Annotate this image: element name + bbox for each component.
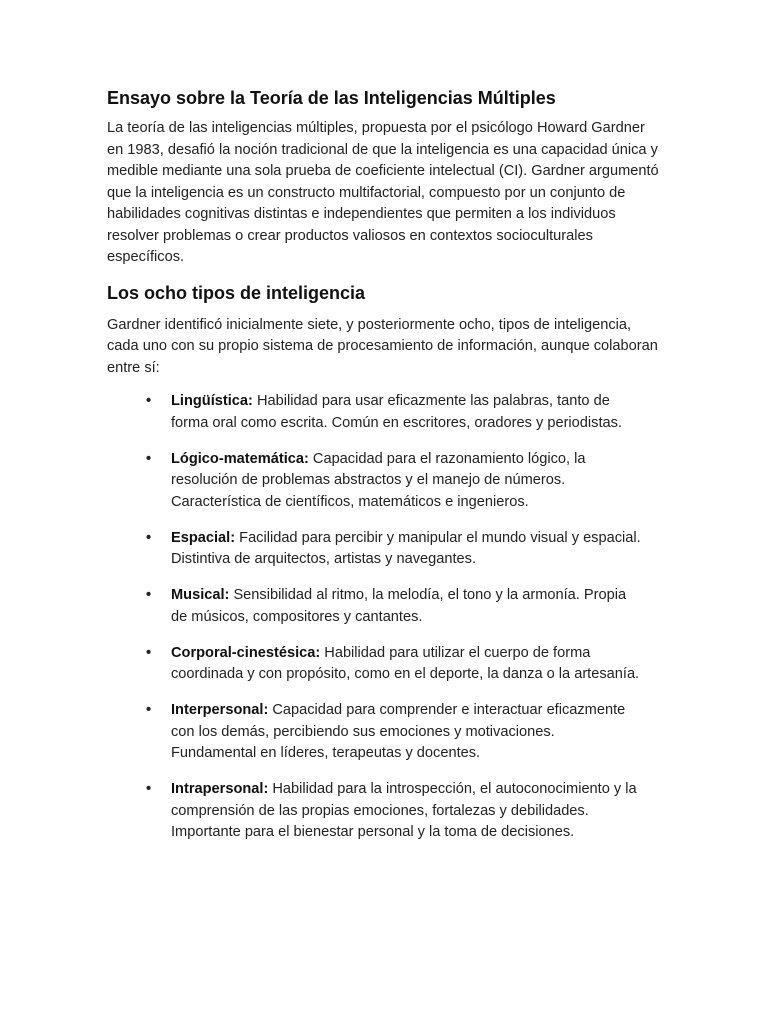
bullet-icon: • <box>146 450 152 467</box>
list-item-description: Capacidad para el razonamiento lógico, la resolución de problemas abstractos y el manejo de números. Característica de científicos, matemáticos e ingenieros. <box>171 450 586 510</box>
bullet-icon: • <box>146 393 152 409</box>
intro-paragraph: La teoría de las inteligencias múltiples, propuesta por el psicólogo Howard Gardner en 1983, desafió la noción tradicional de que la inteligencia es una capacidad única y medible mediante una sola prueba de coeficiente intelectual (CI). Gardner argumentó que la inteligencia es un constructo multifactorial, compuesto por un conjunto de habilidades cognitivas distintas e independientes que permiten a los individuos resolver problemas o crear productos valiosos en contextos socioculturales específicos. <box>107 120 659 265</box>
list-item-description: Habilidad para usar eficazmente las palabras, tanto de forma oral como escrita. Común en escritores, oradores y periodistas. <box>171 393 622 431</box>
bullet-icon: • <box>146 781 152 797</box>
section-intro-paragraph: Gardner identificó inicialmente siete, y posteriormente ocho, tipos de inteligencia, cada uno con su propio sistema de procesamiento de información, aunque colaboran entre sí: <box>107 316 658 376</box>
bullet-icon: • <box>146 702 152 718</box>
list-item-term: Corporal-cinestésica: <box>171 644 321 661</box>
section-heading: Los ocho tipos de inteligencia <box>107 282 366 303</box>
list-item-description: Sensibilidad al ritmo, la melodía, el tono y la armonía. Propia de músicos, compositores y cantantes. <box>171 587 627 625</box>
list-item-description: Habilidad para la introspección, el autoconocimiento y la comprensión de las propias emociones, fortalezas y debilidades. Importante para el bienestar personal y la toma de decisiones. <box>171 781 637 840</box>
list-item-term: Lingüística: <box>171 393 253 409</box>
list-item-term: Espacial: <box>171 529 236 546</box>
list-item-term: Intrapersonal: <box>171 781 269 797</box>
bullet-icon: • <box>146 529 152 546</box>
list-item-description: Capacidad para comprender e interactuar eficazmente con los demás, percibiendo sus emociones y motivaciones. Fundamental en líderes, terapeutas y docentes. <box>171 702 626 761</box>
document-body <box>107 86 662 858</box>
bullet-icon: • <box>146 587 152 603</box>
list-item-term: Musical: <box>171 587 230 603</box>
list-item-description: Habilidad para utilizar el cuerpo de forma coordinada y con propósito, como en el deporte, la danza o la artesanía. <box>171 644 640 682</box>
bullet-icon: • <box>146 644 152 661</box>
list-item-term: Interpersonal: <box>171 702 269 718</box>
list-item-linguistica <box>146 391 641 434</box>
list-item-corporal-cinestesica <box>146 643 641 686</box>
intelligence-types-list <box>107 391 662 844</box>
list-item-espacial <box>146 528 641 571</box>
list-item-intrapersonal <box>146 779 641 844</box>
list-item-logico-matematica <box>146 449 641 514</box>
list-item-interpersonal <box>146 700 641 765</box>
document-title: Ensayo sobre la Teoría de las Inteligencias Múltiples <box>107 88 556 108</box>
list-item-description: Facilidad para percibir y manipular el mundo visual y espacial. Distintiva de arquitectos, artistas y navegantes. <box>171 529 641 567</box>
list-item-term: Lógico-matemática: <box>171 450 309 467</box>
list-item-musical <box>146 585 641 628</box>
